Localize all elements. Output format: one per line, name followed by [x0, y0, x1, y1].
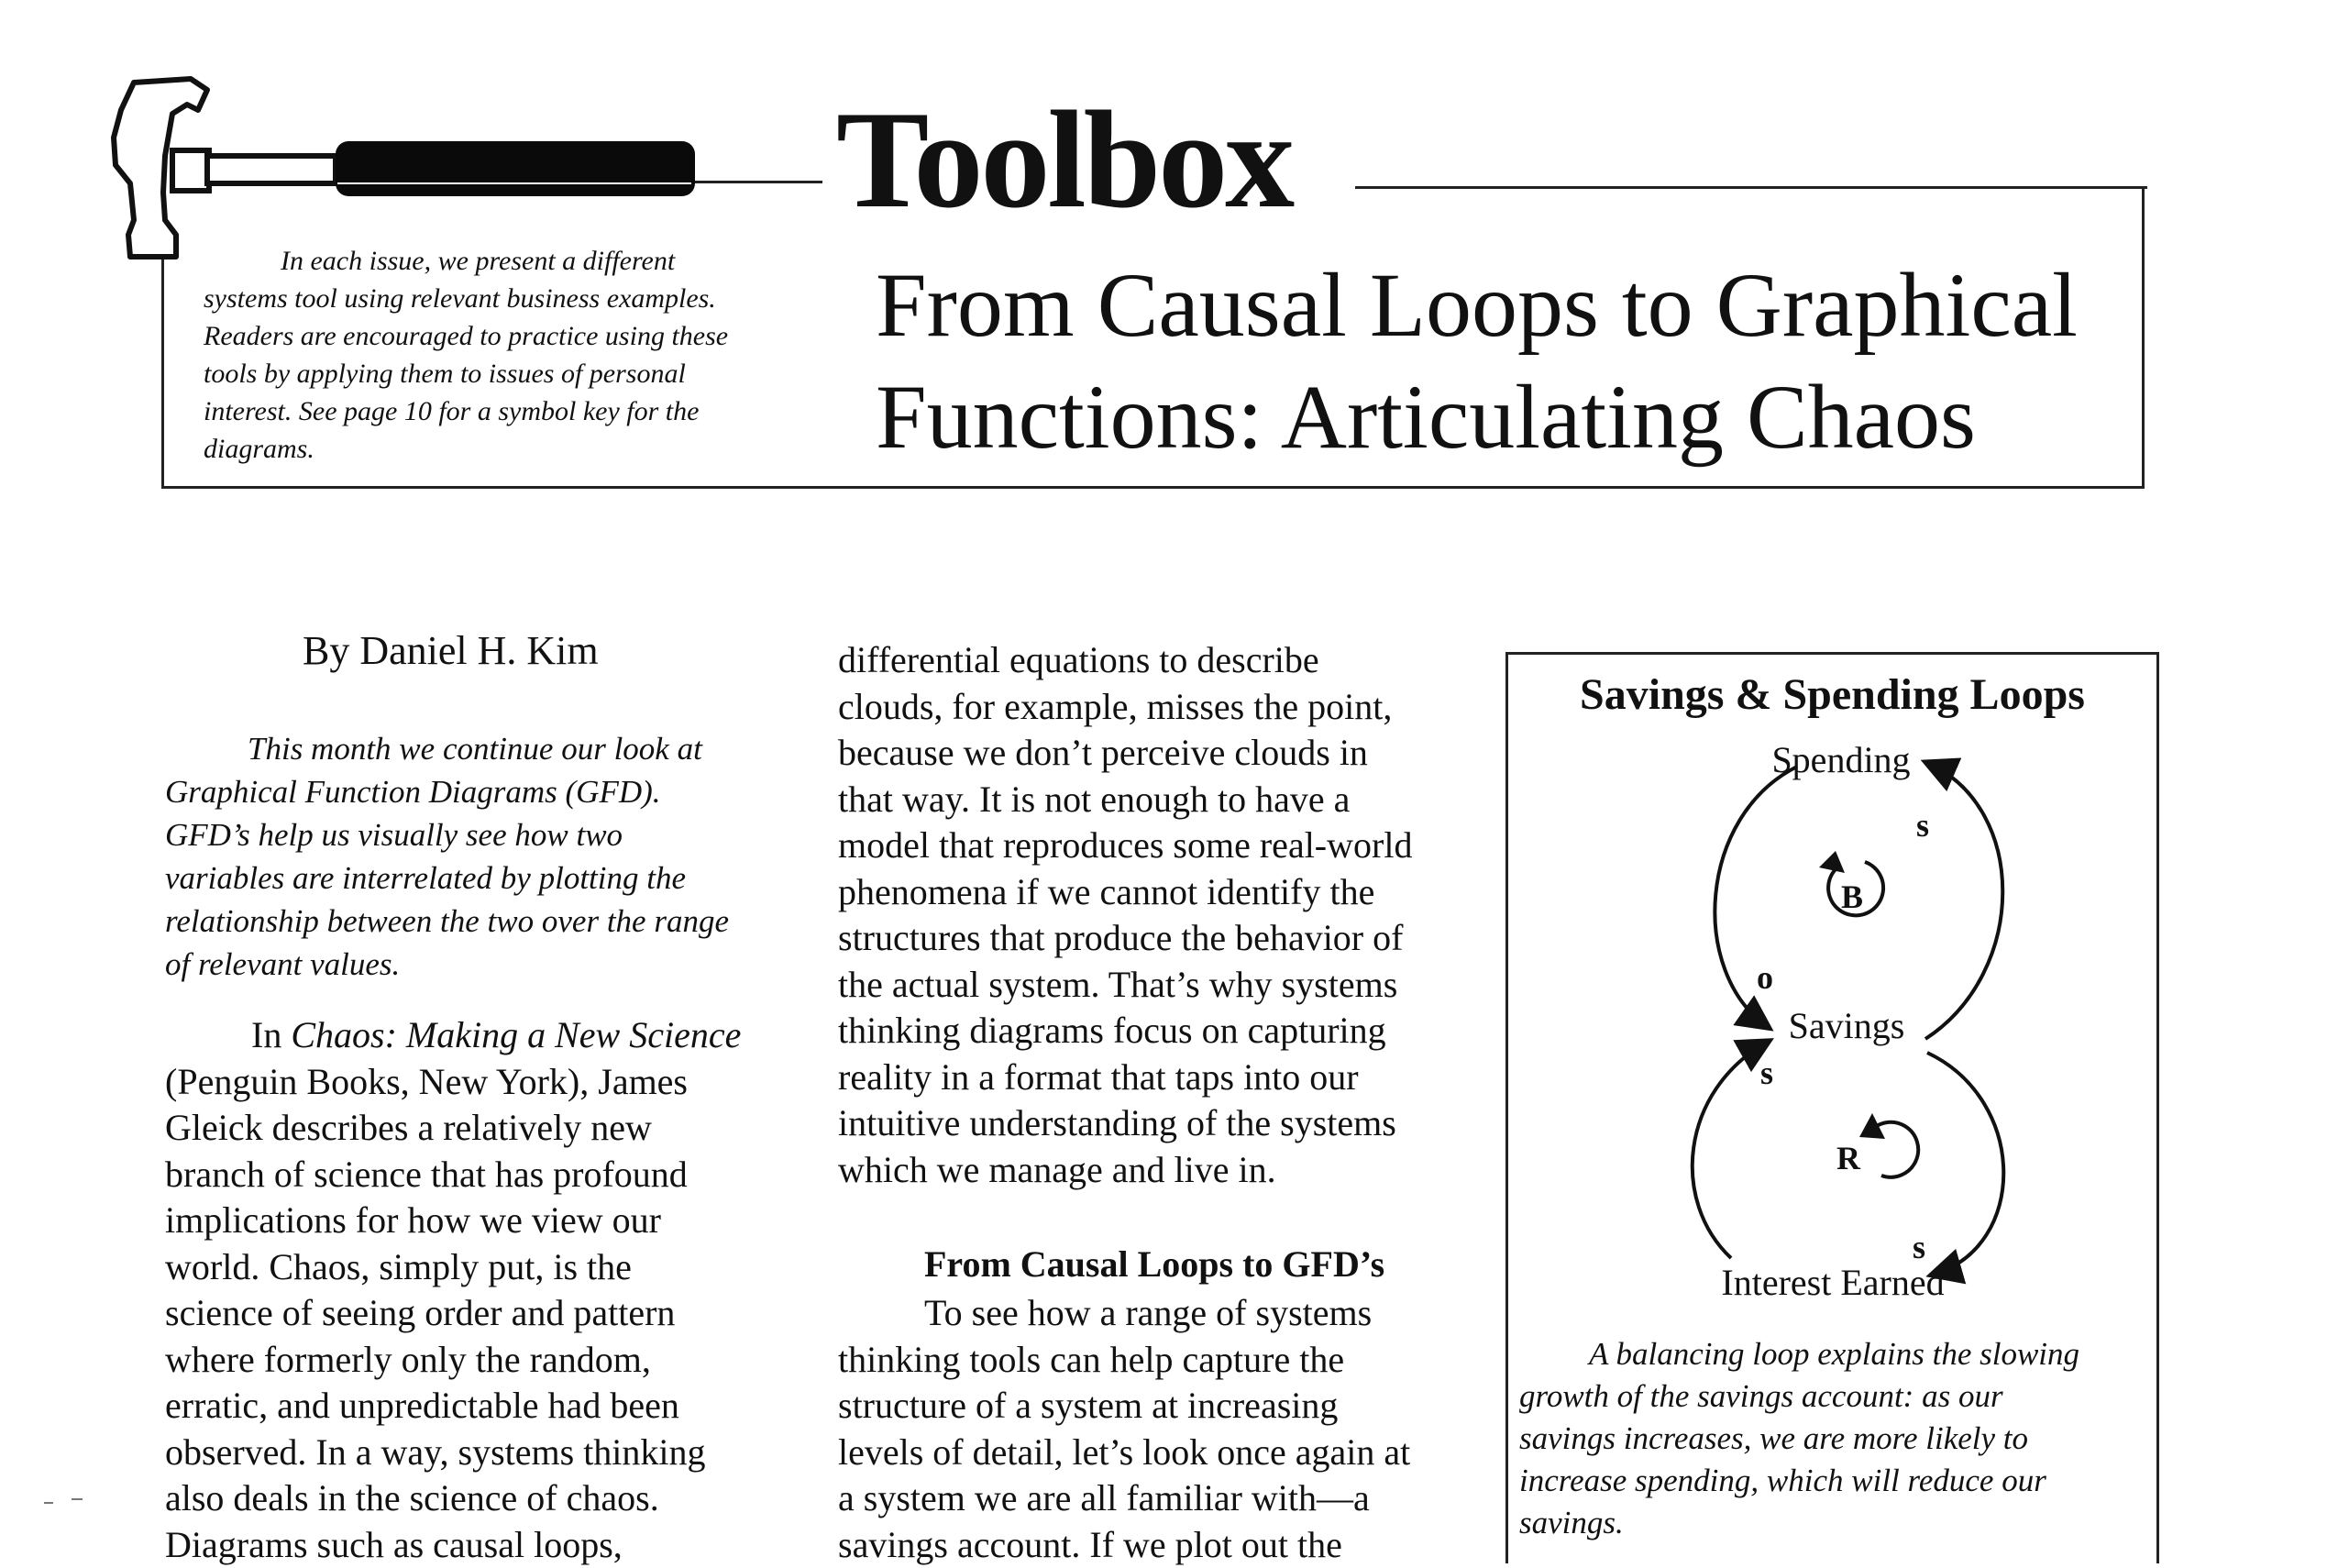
caption-line: increase spending, which will reduce our [1519, 1460, 2143, 1502]
node-interest-earned: Interest Earned [1721, 1262, 1944, 1303]
link-savings-to-spending [1925, 763, 2002, 1039]
lead-text: In [251, 1014, 291, 1055]
figure-title: Savings & Spending Loops [1505, 669, 2159, 720]
abstract-line: of relevant values. [165, 943, 794, 986]
byline: By Daniel H. Kim [303, 627, 599, 674]
link-savings-to-interest [1927, 1053, 2003, 1275]
body-line: which we manage and live in. [838, 1147, 1480, 1194]
caption-line: savings. [1519, 1502, 2143, 1544]
body-line: a system we are all familiar with—a [838, 1475, 1480, 1522]
link-interest-to-savings [1693, 1042, 1768, 1258]
causal-loop-diagram [1505, 734, 2159, 1320]
body-line: because we don’t perceive clouds in [838, 730, 1480, 777]
body-line: thinking diagrams focus on capturing [838, 1008, 1480, 1055]
title-line: From Causal Loops to Graphical [876, 249, 2141, 361]
column-1-body [165, 1012, 807, 1568]
hammer-rule [694, 181, 822, 183]
column-2-body-2 [838, 1290, 1480, 1568]
body-line: the actual system. That’s why systems [838, 962, 1480, 1009]
polarity-label: s [1916, 807, 1929, 844]
abstract-line: This month we continue our look at [165, 727, 794, 770]
body-line: observed. In a way, systems thinking [165, 1430, 807, 1476]
body-line: Gleick describes a relatively new [165, 1105, 807, 1152]
scan-mark [72, 1498, 83, 1500]
abstract-line: relationship between the two over the range [165, 900, 794, 943]
title-line: Functions: Articulating Chaos [876, 361, 2141, 473]
body-line: implications for how we view our [165, 1198, 807, 1244]
intro-line: tools by applying them to issues of personal [204, 355, 783, 392]
body-line: structure of a system at increasing [838, 1383, 1480, 1430]
body-line: branch of science that has profound [165, 1152, 807, 1198]
book-title: Chaos: Making a New Science [291, 1014, 741, 1055]
body-line: Diagrams such as causal loops, [165, 1522, 807, 1568]
body-line: world. Chaos, simply put, is the [165, 1244, 807, 1291]
polarity-label: s [1913, 1229, 1925, 1265]
polarity-label: o [1757, 959, 1773, 996]
section-title: Toolbox [836, 90, 1292, 229]
balancing-loop-marker [1819, 851, 1883, 915]
body-line: intuitive understanding of the systems [838, 1100, 1480, 1147]
polarity-label: s [1760, 1055, 1773, 1091]
body-line: phenomena if we cannot identify the [838, 869, 1480, 916]
abstract-line: GFD’s help us visually see how two [165, 813, 794, 856]
body-line: erratic, and unpredictable had been [165, 1383, 807, 1430]
loop-label-r: R [1836, 1140, 1861, 1176]
node-spending: Spending [1771, 739, 1910, 780]
intro-line: diagrams. [204, 430, 783, 468]
intro-line: interest. See page 10 for a symbol key for the [204, 392, 783, 430]
body-line: clouds, for example, misses the point, [838, 684, 1480, 731]
loop-label-b: B [1841, 878, 1863, 915]
body-line [165, 1012, 807, 1059]
body-line: structures that produce the behavior of [838, 915, 1480, 962]
caption-line: savings increases, we are more likely to [1519, 1418, 2143, 1460]
body-line: differential equations to describe [838, 637, 1480, 684]
intro-note [204, 242, 783, 468]
body-line: savings account. If we plot out the [838, 1522, 1480, 1568]
intro-line: In each issue, we present a different [204, 242, 783, 280]
body-line: (Penguin Books, New York), James [165, 1059, 807, 1106]
abstract-line: variables are interrelated by plotting the [165, 856, 794, 900]
figure-caption [1519, 1333, 2143, 1544]
subsection-heading: From Causal Loops to GFD’s [924, 1242, 1384, 1286]
abstract [165, 727, 794, 986]
column-2-body [838, 637, 1480, 1193]
scan-mark [44, 1502, 53, 1504]
body-line: thinking tools can help capture the [838, 1337, 1480, 1384]
caption-line: A balancing loop explains the slowing [1519, 1333, 2143, 1375]
header-rule [1355, 186, 2147, 189]
node-savings: Savings [1789, 1005, 1905, 1046]
body-line: model that reproduces some real-world [838, 823, 1480, 869]
page-title [876, 249, 2141, 473]
reinforcing-loop-marker [1836, 1113, 1918, 1177]
body-line: that way. It is not enough to have a [838, 777, 1480, 823]
body-line: where formerly only the random, [165, 1337, 807, 1384]
intro-line: Readers are encouraged to practice using these [204, 317, 783, 355]
intro-line: systems tool using relevant business examples. [204, 280, 783, 317]
body-line: reality in a format that taps into our [838, 1055, 1480, 1101]
body-line: To see how a range of systems [838, 1290, 1480, 1337]
abstract-line: Graphical Function Diagrams (GFD). [165, 770, 794, 813]
body-line: also deals in the science of chaos. [165, 1475, 807, 1522]
caption-line: growth of the savings account: as our [1519, 1375, 2143, 1418]
body-line: levels of detail, let’s look once again at [838, 1430, 1480, 1476]
body-line: science of seeing order and pattern [165, 1290, 807, 1337]
